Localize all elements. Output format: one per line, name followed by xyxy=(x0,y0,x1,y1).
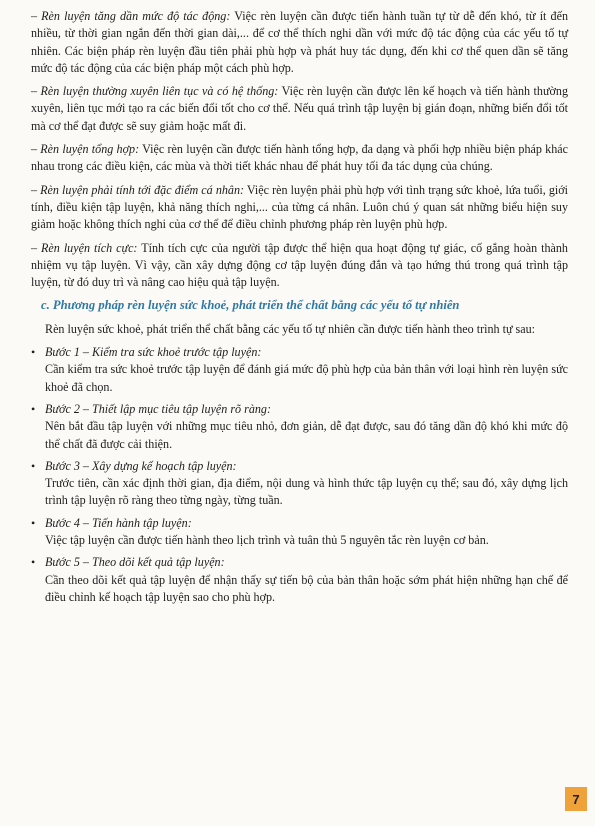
bullet-icon: • xyxy=(31,555,36,570)
section-intro: Rèn luyện sức khoẻ, phát triển thể chất bằng các yếu tố tự nhiên cần được tiến hành theo trình tự sau: xyxy=(45,321,536,336)
principle-text: Việc rèn luyện phải phù hợp với tình trạng sức khoẻ, lứa tuổi, giới tính, điều kiện tập luyện, khả năng thích nghi,... của từng cá nhân. Luôn chú ý quan sát những biểu hiện suy giảm hoặc không thích nghi của cơ thể để điều chỉnh phương pháp rèn luyện phù hợp. xyxy=(31,182,568,232)
step-title: Bước 3 – Xây dựng kế hoạch tập luyện: xyxy=(45,458,237,473)
step-body: Cần kiểm tra sức khoẻ trước tập luyện để đánh giá mức độ phù hợp của bản thân với loại hình rèn luyện sức khoẻ đã chọn. xyxy=(45,362,568,394)
principle-lead: – Rèn luyện tăng dần mức độ tác động: xyxy=(31,9,231,23)
bullet-icon: • xyxy=(31,345,36,360)
step-title: Bước 5 – Theo dõi kết quả tập luyện: xyxy=(45,555,225,570)
principle-paragraph-2 xyxy=(31,83,568,135)
principle-text: Việc rèn luyện cần được tiến hành tuần tự từ dễ đến khó, từ ít đến nhiều, từ thời gian ngắn đến thời gian dài,... để cơ thể thích nghi dần với mức độ tác động của các yếu tố tự nhiên. Các biện pháp rèn luyện đầu tiên phải phù hợp và phát huy tác dụng, đến khi cơ thể quen dần sẽ tăng mức độ tác động của các biện pháp một cách phù hợp. xyxy=(31,9,568,75)
principle-paragraph-4 xyxy=(31,182,568,234)
step-body: Cần theo dõi kết quả tập luyện để nhận thấy sự tiến bộ của bản thân hoặc sớm phát hiện những hạn chế để điều chỉnh kế hoạch tập luyện sao cho phù hợp. xyxy=(45,572,568,604)
step-item-4 xyxy=(31,515,568,550)
principle-lead: – Rèn luyện tích cực: xyxy=(31,240,138,255)
page-number: 7 xyxy=(565,787,587,811)
principle-paragraph-5 xyxy=(31,240,568,292)
step-title: Bước 1 – Kiểm tra sức khoẻ trước tập luyện: xyxy=(45,345,262,360)
step-item-5 xyxy=(31,554,568,606)
principle-lead: – Rèn luyện thường xuyên liên tục và có hệ thống: xyxy=(31,84,279,99)
step-body: Việc tập luyện cần được tiến hành theo lịch trình và tuân thủ 5 nguyên tắc rèn luyện cơ bản. xyxy=(45,533,489,548)
principle-text: Việc rèn luyện cần được tiến hành tổng hợp, đa dạng và phối hợp nhiều biện pháp khác nhau trong các điều kiện, các mùa và thời tiết khác nhau để phát huy tối đa tác dụng của chúng. xyxy=(31,142,568,174)
step-item-2 xyxy=(31,401,568,453)
principle-paragraph-3 xyxy=(31,141,568,176)
bullet-icon: • xyxy=(31,401,36,416)
principle-text: Việc rèn luyện cần được lên kế hoạch và tiến hành thường xuyên, liên tục mới tạo ra các biến đổi tốt cho cơ thể. Nếu quá trình tập luyện bị gián đoạn, những biến đổi tốt mà cơ thể đạt được sẽ suy giảm hoặc mất đi. xyxy=(31,84,569,133)
principle-paragraph-1 xyxy=(31,8,568,77)
section-heading: c. Phương pháp rèn luyện sức khoẻ, phát triển thể chất bằng các yếu tố tự nhiên xyxy=(41,298,460,313)
step-item-1 xyxy=(31,344,568,396)
step-body: Trước tiên, cần xác định thời gian, địa điểm, nội dung và hình thức tập luyện cụ thể; sau đó, xây dựng lịch trình tập luyện rõ ràng theo từng ngày, từng tuần. xyxy=(45,476,568,508)
step-title: Bước 2 – Thiết lập mục tiêu tập luyện rõ ràng: xyxy=(45,401,272,416)
principle-text: Tính tích cực của người tập được thể hiện qua hoạt động tự giác, cố gắng hoàn thành nhiệm vụ tập luyện. Vì vậy, cần xây dựng động cơ tập luyện đúng đắn và tạo hứng thú trong quá trình tập luyện, từ đó duy trì và nâng cao hiệu quả tập luyện. xyxy=(31,240,568,290)
principle-lead: – Rèn luyện phải tính tới đặc điểm cá nhân: xyxy=(31,182,245,197)
step-item-3 xyxy=(31,458,568,510)
principle-lead: – Rèn luyện tổng hợp: xyxy=(31,142,140,157)
step-body: Nên bắt đầu tập luyện với những mục tiêu nhỏ, đơn giản, dễ đạt được, sau đó tăng dần độ khó khi mức độ thể chất đã được cải thiện. xyxy=(45,419,568,451)
bullet-icon: • xyxy=(31,458,36,473)
step-title: Bước 4 – Tiến hành tập luyện: xyxy=(45,515,192,530)
bullet-icon: • xyxy=(31,515,36,530)
page-content xyxy=(31,8,568,611)
